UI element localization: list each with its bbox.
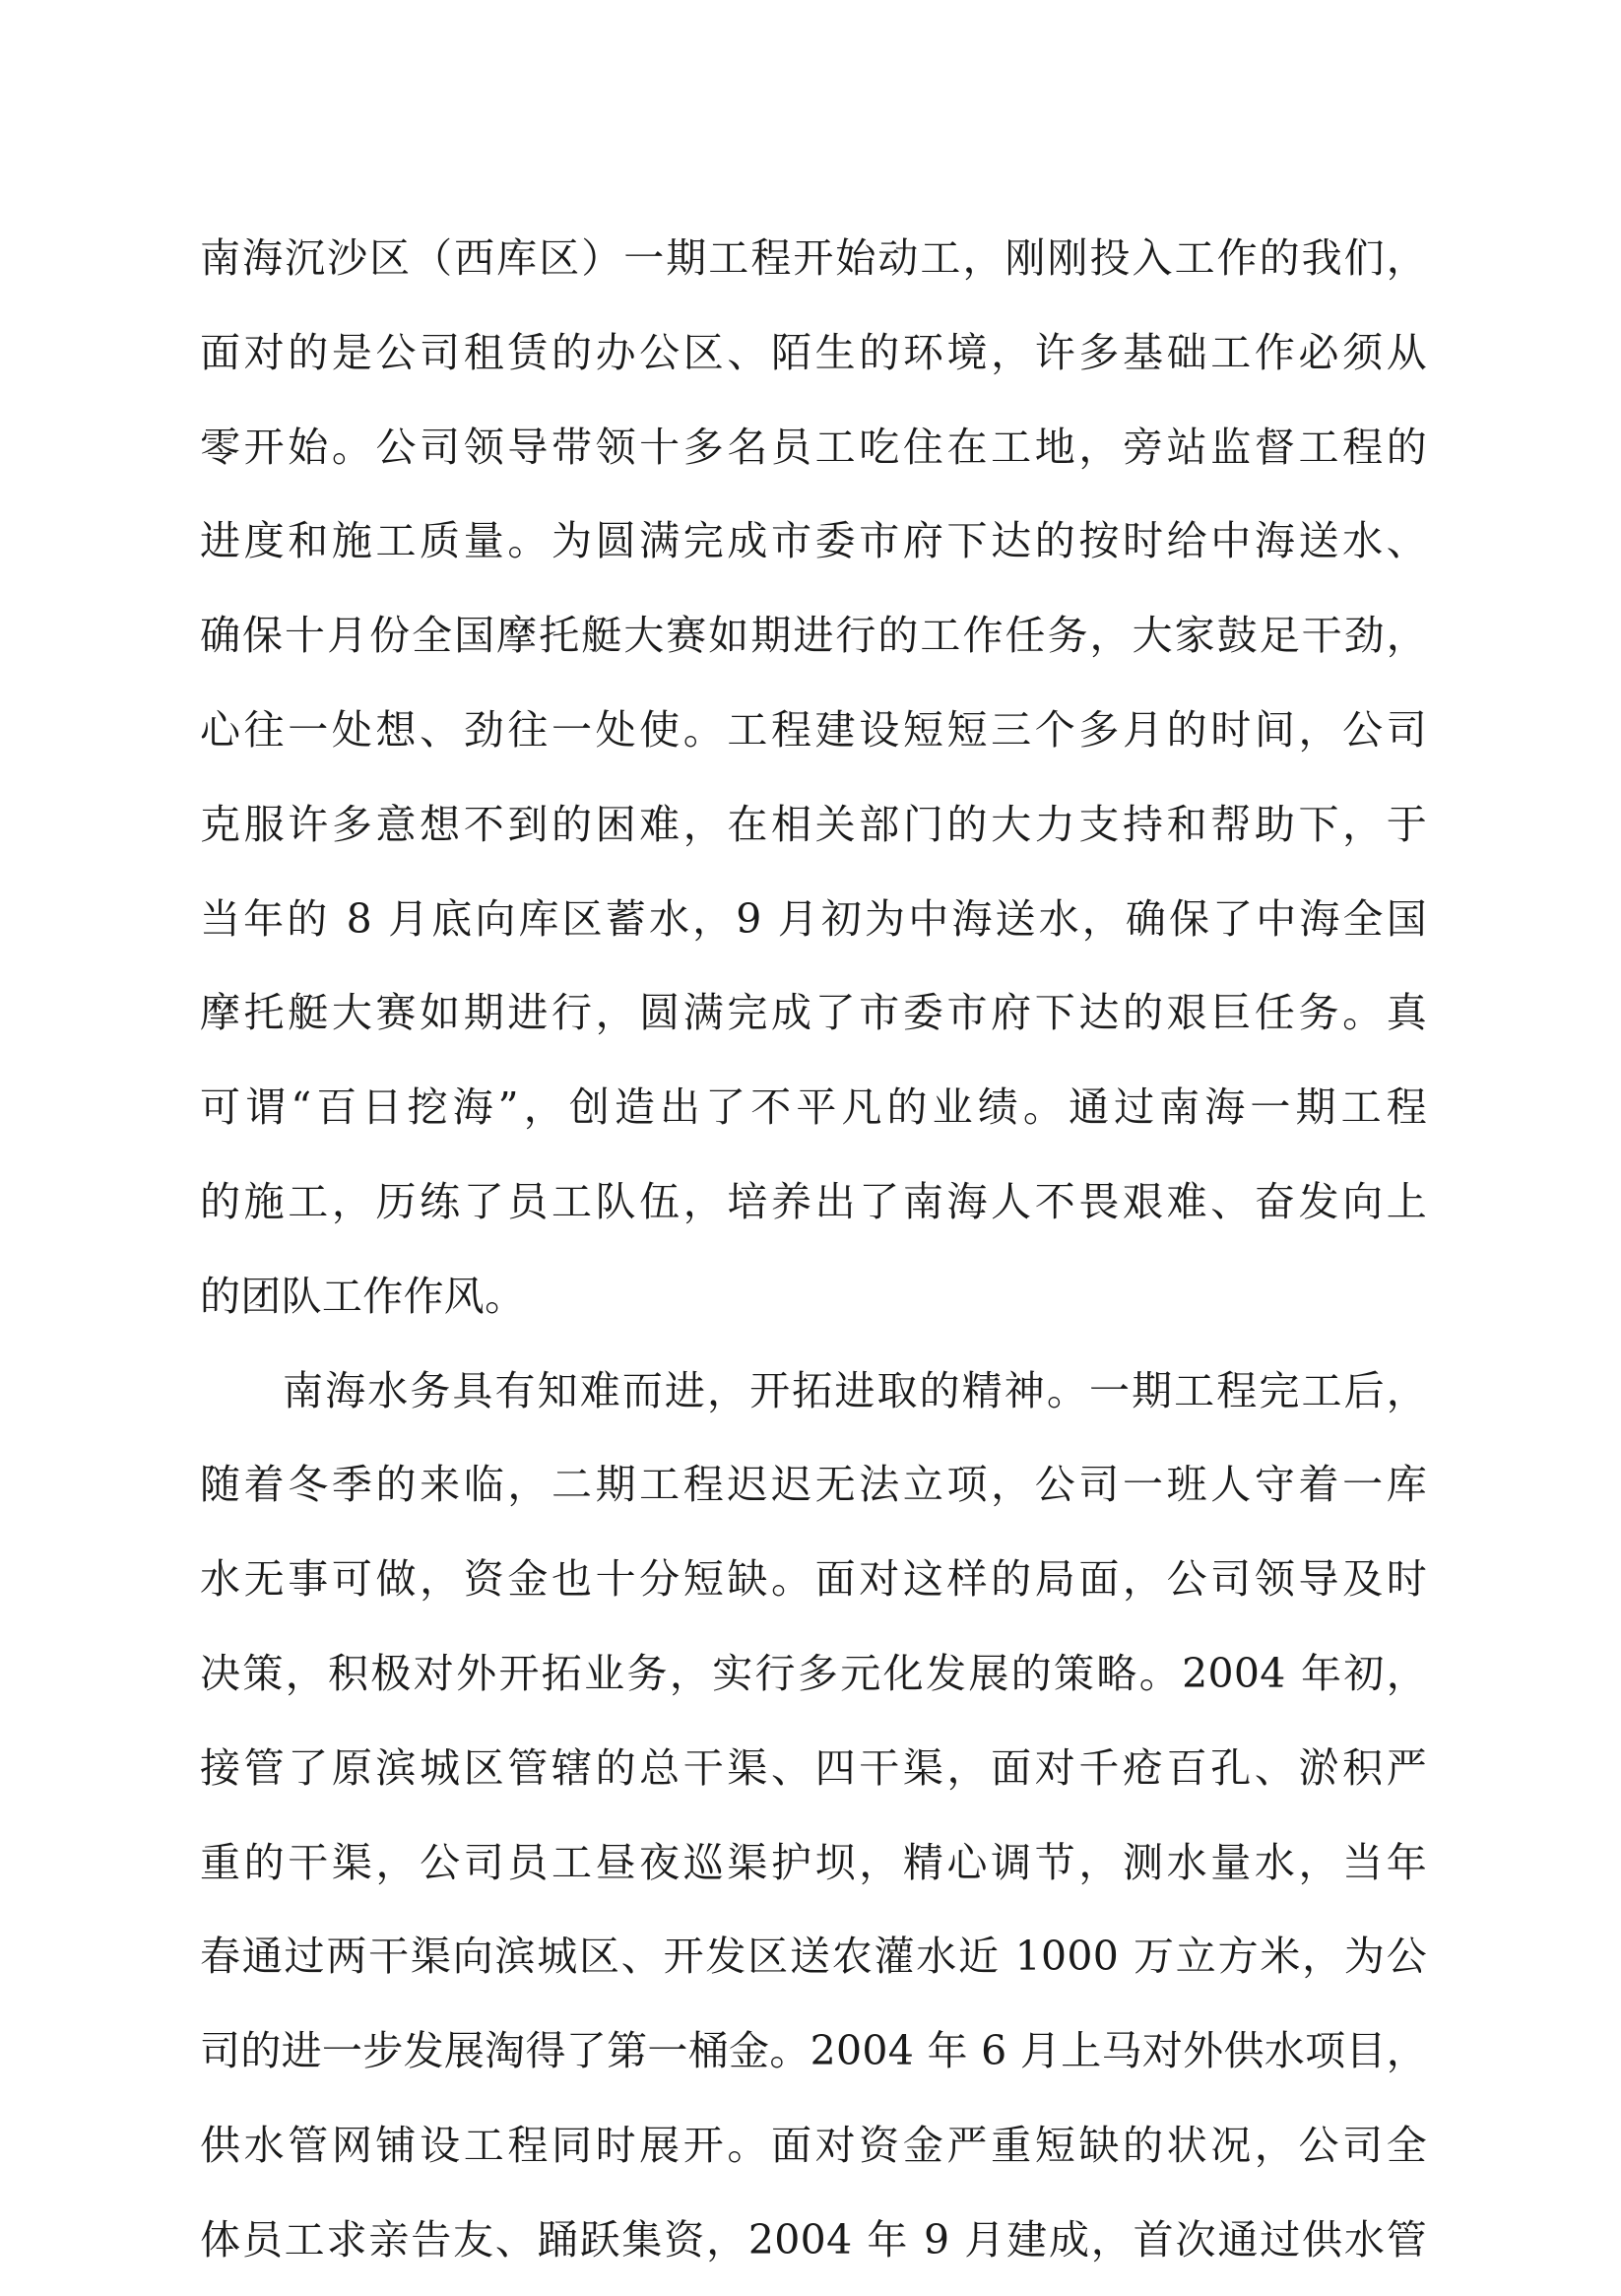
text-line: 的施工，历练了员工队伍，培养出了南海人不畏艰难、奋发向上 (200, 1177, 1427, 1225)
text-line: 摩托艇大赛如期进行，圆满完成了市委市府下达的艰巨任务。真 (200, 989, 1427, 1037)
text-line: 随着冬季的来临，二期工程迟迟无法立项，公司一班人守着一库 (200, 1461, 1427, 1509)
paragraph-2 (200, 1350, 1427, 2294)
paragraph-1 (200, 218, 1427, 1350)
text-line: 面对的是公司租赁的办公区、陌生的环境，许多基础工作必须从 (200, 328, 1427, 376)
text-line: 心往一处想、劲往一处使。工程建设短短三个多月的时间，公司 (200, 705, 1427, 754)
text-line: 决策，积极对外开拓业务，实行多元化发展的策略。2004 年初， (200, 1649, 1427, 1697)
text-line: 体员工求亲告友、踊跃集资，2004 年 9 月建成，首次通过供水管 (200, 2215, 1427, 2263)
text-line: 确保十月份全国摩托艇大赛如期进行的工作任务，大家鼓足干劲， (200, 612, 1427, 660)
text-line: 春通过两干渠向滨城区、开发区送农灌水近 1000 万立方米，为公 (200, 1933, 1427, 1981)
text-line: 零开始。公司领导带领十多名员工吃住在工地，旁站监督工程的 (200, 423, 1427, 471)
text-line: 南海沉沙区（西库区）一期工程开始动工，刚刚投入工作的我们， (200, 234, 1427, 282)
text-line: 克服许多意想不到的困难，在相关部门的大力支持和帮助下，于 (200, 800, 1427, 848)
text-line: 进度和施工质量。为圆满完成市委市府下达的按时给中海送水、 (200, 517, 1427, 565)
text-line: 当年的 8 月底向库区蓄水，9 月初为中海送水，确保了中海全国 (200, 894, 1427, 943)
text-line: 可谓“百日挖海”，创造出了不平凡的业绩。通过南海一期工程 (200, 1083, 1427, 1132)
text-line: 供水管网铺设工程同时展开。面对资金严重短缺的状况，公司全 (200, 2121, 1427, 2169)
text-line: 的团队工作作风。 (200, 1272, 526, 1320)
text-line: 南海水务具有知难而进，开拓进取的精神。一期工程完工后， (283, 1366, 1427, 1414)
text-line: 司的进一步发展淘得了第一桶金。2004 年 6 月上马对外供水项目， (200, 2027, 1427, 2075)
text-line: 水无事可做，资金也十分短缺。面对这样的局面，公司领导及时 (200, 1555, 1427, 1604)
body-text (200, 218, 1427, 2294)
text-line: 重的干渠，公司员工昼夜巡渠护坝，精心调节，测水量水，当年 (200, 1838, 1427, 1886)
text-line: 接管了原滨城区管辖的总干渠、四干渠，面对千疮百孔、淤积严 (200, 1743, 1427, 1792)
